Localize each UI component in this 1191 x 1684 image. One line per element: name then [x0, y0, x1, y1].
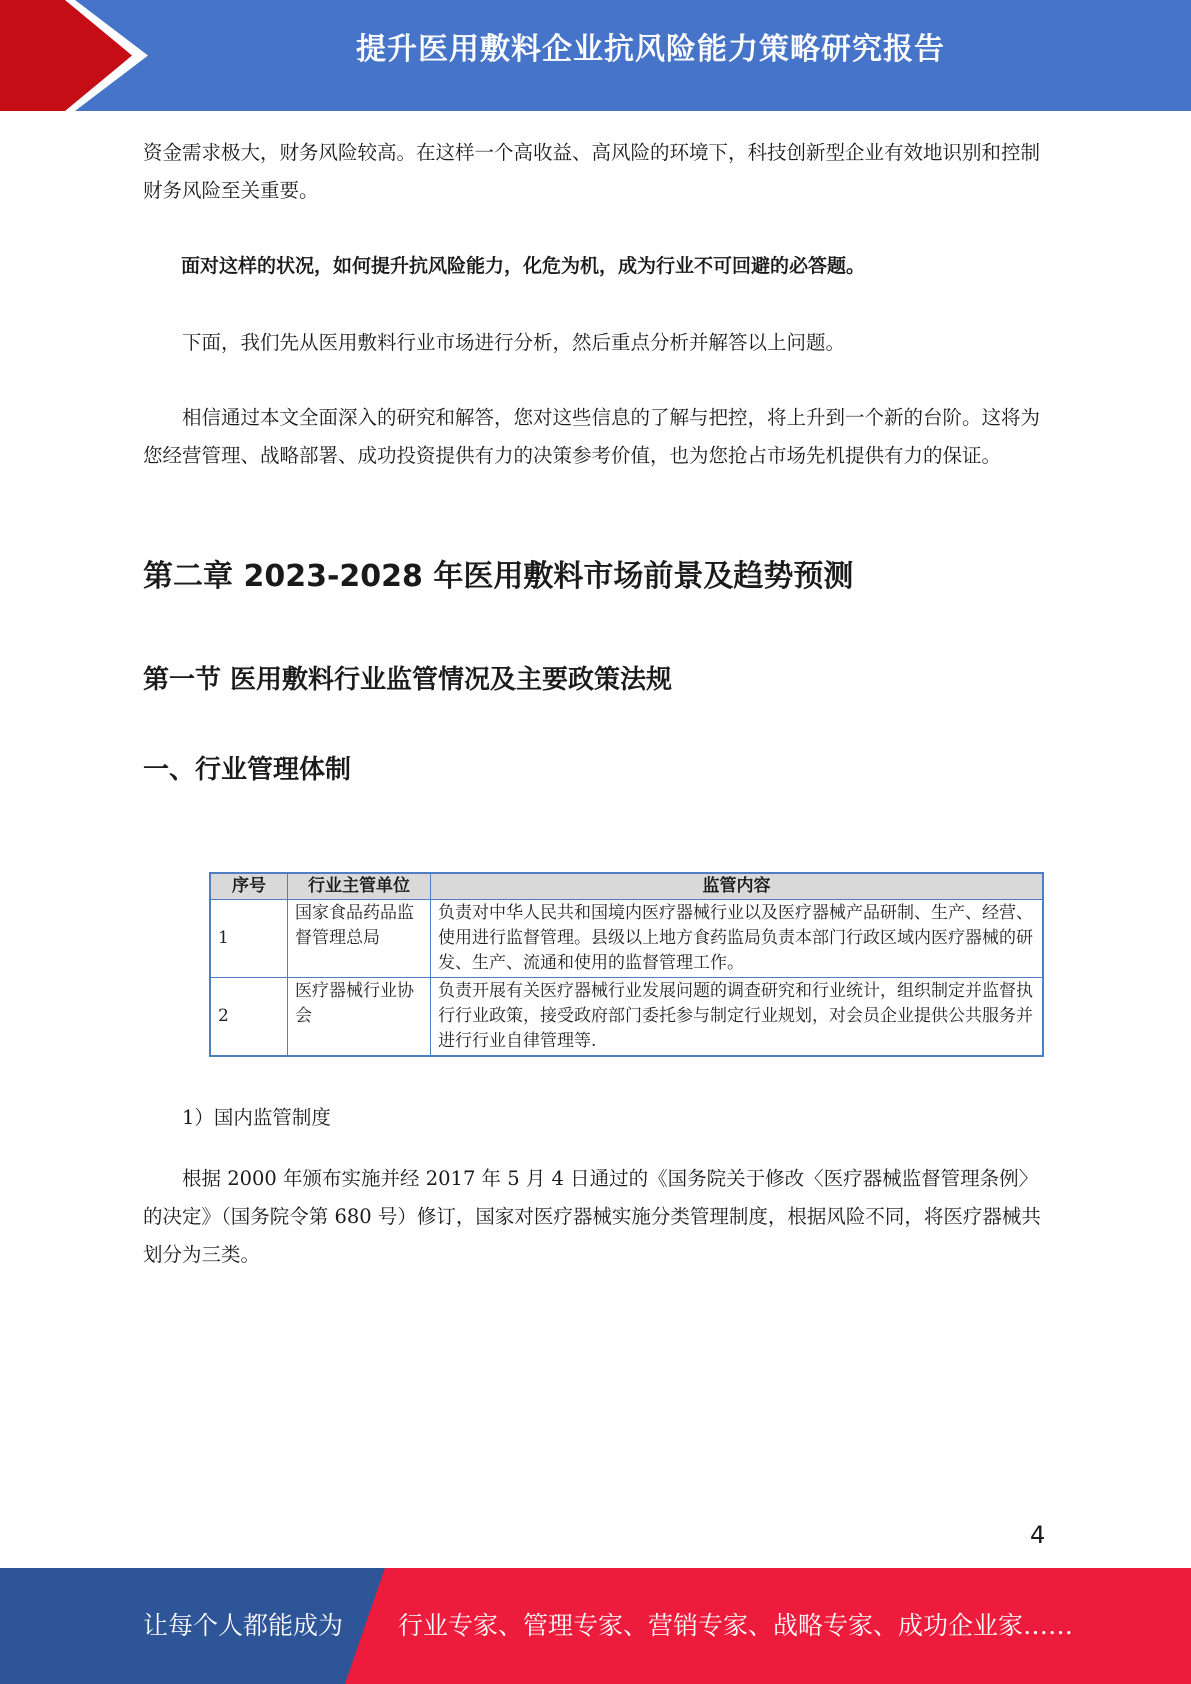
- table-header-row: [210, 873, 1043, 900]
- table-cell-content: 负责对中华人民共和国境内医疗器械行业以及医疗器械产品研制、生产、经营、使用进行监督管理。县级以上地方食药监局负责本部门行政区域内医疗器械的研发、生产、流通和使用的监督管理工作。: [431, 900, 1044, 978]
- paragraph-3: 下面，我们先从医用敷料行业市场进行分析，然后重点分析并解答以上问题。: [182, 331, 846, 354]
- table-header-num: 序号: [210, 873, 288, 900]
- table-cell-content: 负责开展有关医疗器械行业发展问题的调查研究和行业统计，组织制定并监督执行行业政策，接受政府部门委托参与制定行业规划，对会员企业提供公共服务并进行行业自律管理等.: [431, 978, 1044, 1057]
- section-title: 第一节 医用敷料行业监管情况及主要政策法规: [143, 665, 673, 695]
- table-row: [210, 978, 1043, 1057]
- table-cell-unit: 国家食品药品监督管理总局: [288, 900, 431, 978]
- header-title: 提升医用敷料企业抗风险能力策略研究报告: [356, 32, 945, 67]
- footer-slogan-right: 行业专家、管理专家、营销专家、战略专家、成功企业家……: [398, 1611, 1074, 1640]
- footer-slogan-left: 让每个人都能成为: [143, 1611, 344, 1640]
- table-row: [210, 900, 1043, 978]
- subsection-title: 一、行业管理体制: [143, 755, 352, 785]
- table-cell-unit: 医疗器械行业协会: [288, 978, 431, 1057]
- paragraph-4: 相信通过本文全面深入的研究和解答，您对这些信息的了解与把控，将上升到一个新的台阶。这将为您经营管理、战略部署、成功投资提供有力的决策参考价值，也为您抢占市场先机提供有力的保证。: [143, 406, 1041, 467]
- list-item-domestic-regulation: 1）国内监管制度: [182, 1106, 331, 1129]
- paragraph-1: 资金需求极大，财务风险较高。在这样一个高收益、高风险的环境下，科技创新型企业有效地识别和控制财务风险至关重要。: [143, 141, 1041, 202]
- table-cell-num: 1: [210, 900, 288, 978]
- paragraph-2-bold: 面对这样的状况，如何提升抗风险能力，化危为机，成为行业不可回避的必答题。: [181, 255, 866, 277]
- header-banner: [0, 0, 1191, 111]
- table-cell-num: 2: [210, 978, 288, 1057]
- regulator-table: [209, 872, 1044, 1057]
- header-arrow-decoration: [0, 0, 150, 111]
- page-number: 4: [1030, 1521, 1046, 1549]
- table-header-content: 监管内容: [431, 873, 1044, 900]
- footer-banner: [0, 1568, 1191, 1684]
- table-header-unit: 行业主管单位: [288, 873, 431, 900]
- paragraph-5: 根据 2000 年颁布实施并经 2017 年 5 月 4 日通过的《国务院关于修改〈医疗器械监督管理条例〉的决定》（国务院令第 680 号）修订，国家对医疗器械实施分类管理制度，根据风险不同，将医疗器械共划分为三类。: [143, 1167, 1041, 1266]
- chapter-title: 第二章 2023-2028 年医用敷料市场前景及趋势预测: [143, 559, 854, 594]
